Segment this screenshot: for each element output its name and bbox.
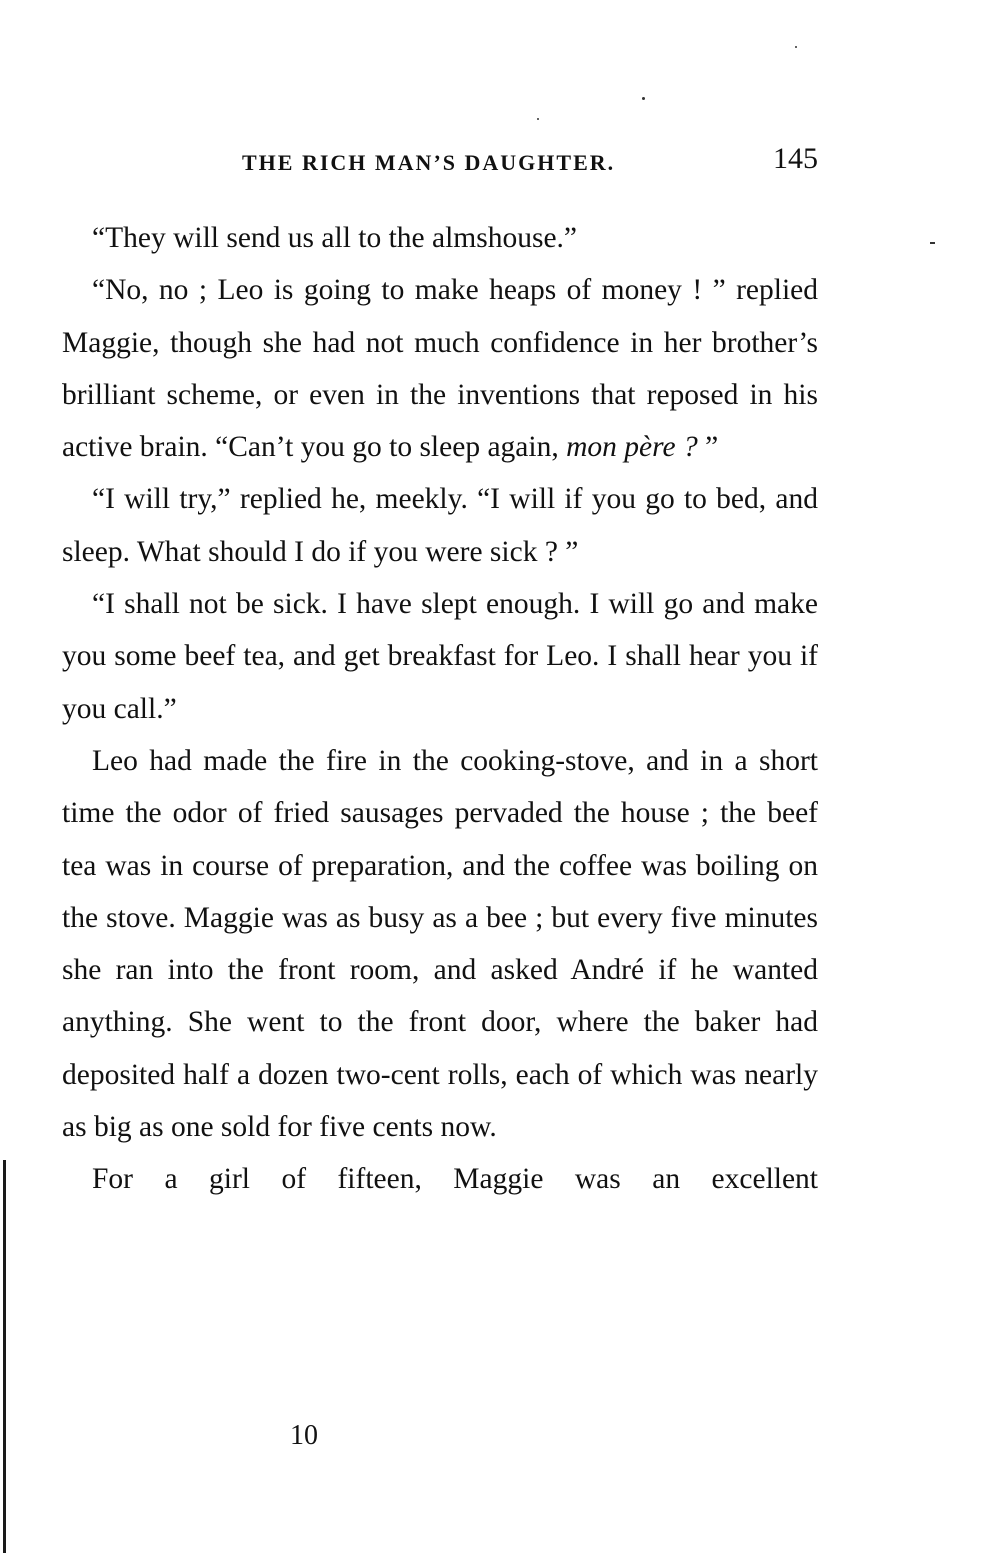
print-speck: [795, 46, 797, 48]
print-speck: [930, 242, 935, 244]
paragraph: “No, no ; Leo is going to make heaps of money ! ” replied Maggie, though she had not much confidence in her brother’s brilliant scheme, or even in the inventions that reposed in his active brain. “Can’t you go to sleep again, mon père ? ”: [62, 274, 818, 464]
print-speck: [537, 118, 539, 120]
body-text: [62, 212, 818, 1206]
signature-mark: 10: [290, 1420, 318, 1451]
running-title: THE RICH MAN’S DAUGHTER.: [242, 150, 616, 175]
italic-phrase: mon père ?: [566, 431, 698, 464]
paragraph: “I will try,” replied he, meekly. “I will if you go to bed, and sleep. What should I do if you were sick ? ”: [62, 483, 818, 568]
paragraph: Leo had made the fire in the cooking-stove, and in a short time the odor of fried sausages pervaded the house ; the beef tea was in course of preparation, and the coffee was boiling on the stove. Maggie was as busy as a bee ; but every five minutes she ran into the front room, and asked André if he wanted anything. She went to the front door, where the baker had deposited half a dozen two-cent rolls, each of which was nearly as big as one sold for five cents now.: [62, 744, 818, 1144]
paragraph: For a girl of fifteen, Maggie was an excellent: [92, 1163, 818, 1196]
page-number: 145: [773, 142, 818, 175]
page-header: [62, 140, 818, 180]
paragraph: “They will send us all to the almshouse.”: [92, 222, 578, 254]
print-speck: [642, 97, 645, 100]
page-edge-line: [3, 1160, 6, 1553]
paragraph: “I shall not be sick. I have slept enough. I will go and make you some beef tea, and get breakfast for Leo. I shall hear you if you call.”: [62, 588, 818, 725]
